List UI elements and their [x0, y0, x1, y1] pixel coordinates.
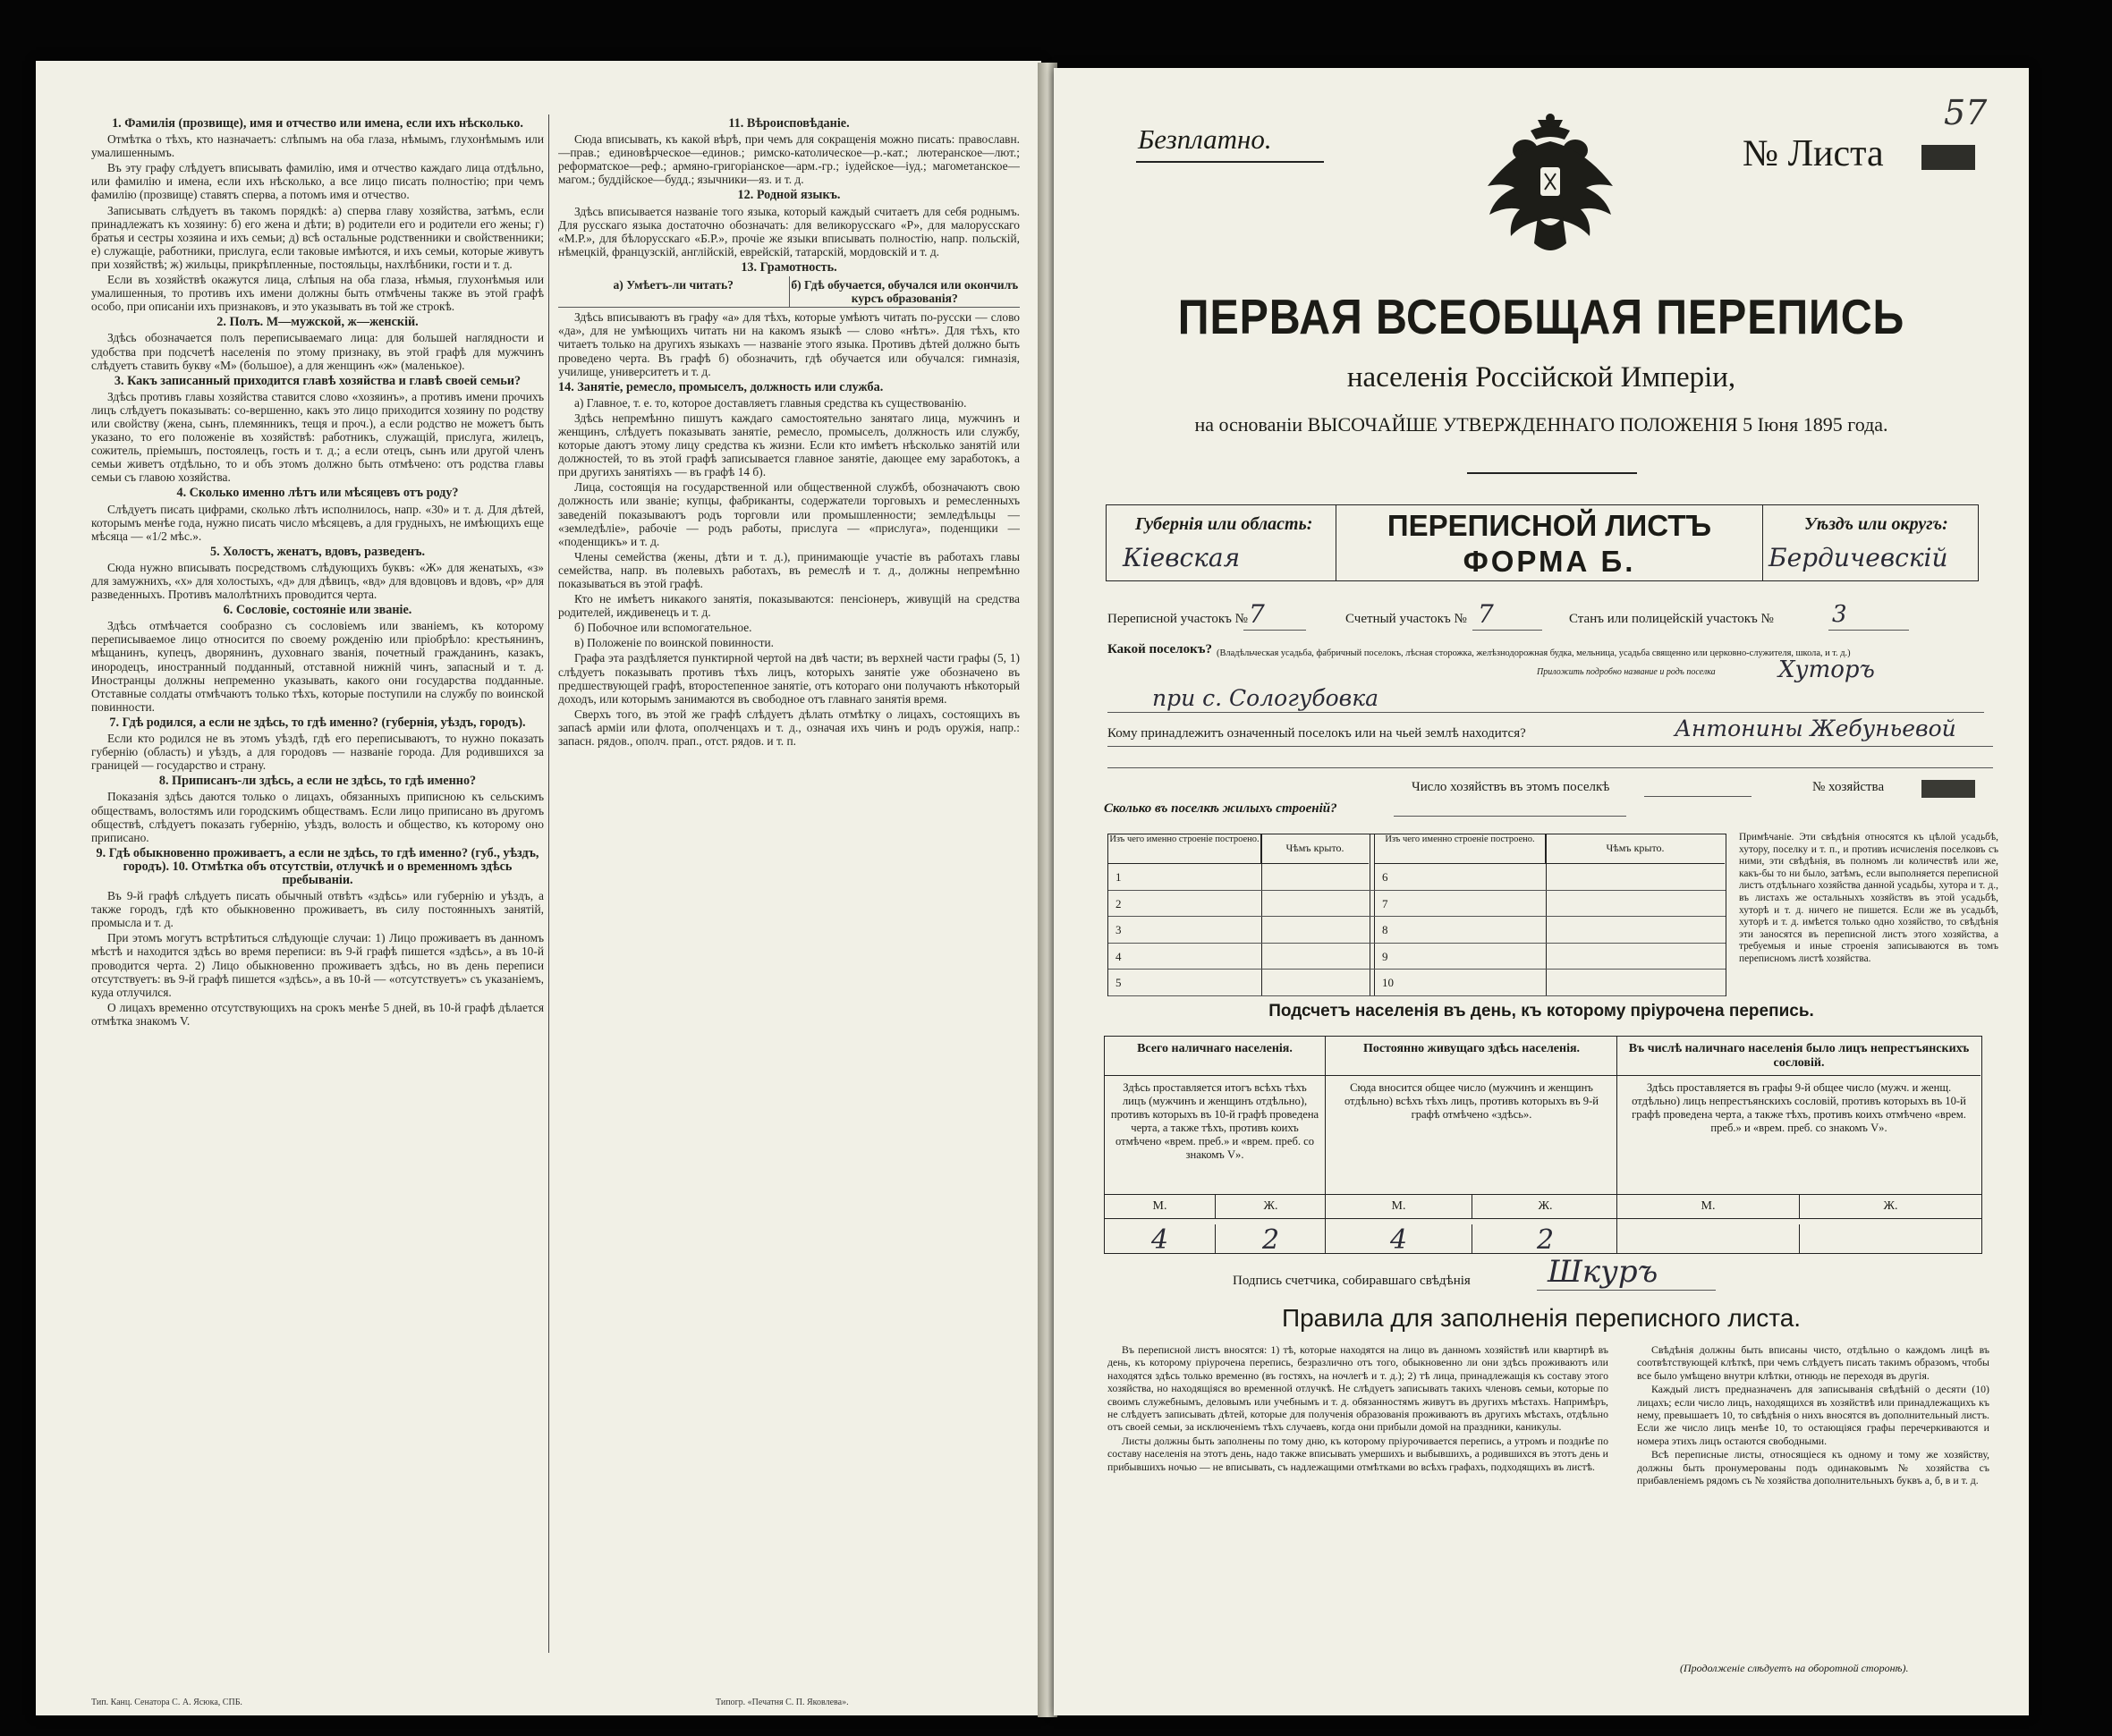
buildings-row-number: 2 — [1115, 896, 1122, 910]
count-section-label: Счетный участокъ № — [1345, 612, 1467, 626]
field-underline — [1394, 816, 1626, 817]
split-subheading-item: б) Гдѣ обучается, обучался или окончилъ курсъ образованія? — [789, 276, 1021, 307]
tally-male-count — [1617, 1224, 1799, 1253]
section-paragraph: О лицахъ временно отсутствующихъ на срокъ менѣе 5 дней, въ 10-й графѣ дѣлается отмѣтка знакомъ V. — [91, 1000, 544, 1028]
census-section-label: Переписной участокъ № — [1107, 612, 1248, 626]
continued-note: (Продолженіе слѣдуетъ на оборотной сторонѣ). — [1680, 1662, 1909, 1674]
section-paragraph: Кто не имѣетъ никакого занятія, показываются: пенсіонеръ, живущій на средства родителей, иждивенецъ и т. д. — [558, 592, 1020, 620]
households-label: Число хозяйствъ въ этомъ поселкѣ — [1412, 780, 1610, 794]
rule-paragraph: Каждый листъ предназначенъ для записыванія свѣдѣній о десяти (10) лицахъ; если число лицъ, находящихся въ хозяйствѣ или принадлежащихъ къ нему, превышаетъ 10, то свѣдѣнія о нихъ вносятся въ дополнительный листъ. Если же число лицъ менѣе 10, то остающіяся графы перечеркиваются и номера этихъ лицъ остаются свободными. — [1637, 1383, 1989, 1447]
field-underline — [1107, 712, 1984, 713]
instructions-column-left — [91, 114, 544, 1671]
province-label: Губернія или область: — [1135, 514, 1313, 534]
count-section-value: 7 — [1478, 599, 1494, 629]
rules-title: Правила для заполненія переписного листа. — [1281, 1304, 1802, 1332]
enumerator-signature: Шкуръ — [1548, 1254, 1658, 1290]
tally-column-description: Здѣсь проставляется въ графы 9-й общее число (мужч. и женщ. отдѣльно) лицъ непрестъянскихъ сословій, противъ которыхъ въ 10-й графѣ проведена черта, а также тѣхъ, противъ коихъ отмѣчено «врем. преб.» и «врем. преб. со знакомъ V». — [1632, 1081, 1966, 1134]
tally-column-header: Въ числѣ наличнаго населенія было лицъ непрестъянскихъ сословій. — [1617, 1037, 1981, 1076]
tally-column — [1105, 1037, 1325, 1256]
section-title: 3. Какъ записанный приходится главѣ хозяйства и главѣ своей семьи? — [114, 373, 522, 388]
buildings-note: Примѣчаніе. Эти свѣдѣнія относятся къ цѣлой усадьбѣ, хутору, поселку и т. п., и противъ исчисленія поселковъ съ ними, эти свѣдѣнія, въ полномъ ли количествѣ или же, какъ-бы то ни было, затѣмъ, если выполняется переписной листъ отдѣльнаго хозяйства данной усадьбы, хутора и т. д., въ листахъ же остальныхъ хозяйствъ въ этой усадьбѣ, хуторѣ и т. д. ничего не пишется. Если же въ усадьбѣ, хуторѣ и т. д. имѣется только одно хозяйство, то свѣдѣнія эти заносятся въ переписной листъ этого хозяйства, а требуемыя и иные строенія записываются въ томъ переписномъ листѣ хозяйства. — [1739, 832, 1998, 964]
tally-female-count — [1799, 1224, 1981, 1253]
tally-male-header: М. — [1617, 1194, 1799, 1219]
row-rule — [1108, 943, 1726, 944]
buildings-row-number: 6 — [1382, 870, 1388, 884]
tally-column — [1616, 1037, 1981, 1253]
rule-paragraph: Листы должны быть заполнены по тому дню, къ которому пріурочивается перепись, а утромъ и позднѣе по составу населенія на этотъ день, надо также вписывать умершихъ и выбывшихъ, а родившихся въ этотъ день и прибывшихъ ночью — не вписывать, съ надлежащими отмѣтками во всѣхъ графахъ, подходящихъ въ листѣ. — [1107, 1434, 1608, 1473]
section-title: 7. Гдѣ родился, а если не здѣсь, то гдѣ именно? (губернія, уѣздъ, городъ). — [109, 715, 526, 730]
section-paragraph: Сюда нужно вписывать посредствомъ слѣдующихъ буквъ: «Ж» для женатыхъ, «з» для замужнихъ, «х» для холостыхъ, «д» для дѣвицъ, «вд» для вдовцовъ и вдовъ, «р» для разведенныхъ. Противъ малолѣтнихъ проводится черта. — [91, 560, 544, 602]
section-paragraph: Если кто родился не въ этомъ уѣздѣ, гдѣ его переписываютъ, то нужно показать губернію (область) и уѣздъ, а для городовъ — названіе города. Для родившихся за границей — государство и страну. — [91, 732, 544, 773]
settlement-value: Хуторъ — [1778, 656, 1875, 683]
tally-column-description: Здѣсь проставляется итогъ всѣхъ тѣхъ лицъ (мужчинъ и женщинъ отдѣльно), противъ которыхъ въ 10-й графѣ проведена черта, а также тѣхъ, противъ коихъ отмѣчено «врем. преб.» и «врем. преб. со знакомъ V». — [1110, 1081, 1319, 1161]
province-value: Кіевская — [1123, 543, 1241, 572]
section-paragraph: Сверхъ того, въ этой же графѣ слѣдуетъ дѣлать отмѣтку о лицахъ, состоящихъ въ запасѣ арміи или флота, ополченцахъ и т. д., означая ихъ чинъ и родъ оружія, напр.: запасн. рядов., ополч. прап., отст. рядов. и т. п. — [558, 707, 1020, 749]
row-rule — [1108, 890, 1726, 891]
section-paragraph: Здѣсь вписывается названіе того языка, который каждый считаетъ для себя роднымъ. Для русскаго языка достаточно обозначать: для великорусскаго «Р», для малорусскаго «М.Р.», для бѣлорусскаго «Б.Р.», прочіе же языки вписывать полностію, напр. польскій, нѣмецкій, французскій, англійскій, еврейскій, татарскій, мордовскій и т. д. — [558, 204, 1020, 258]
buildings-roof-header-2: Чѣмъ крыто. — [1546, 834, 1725, 864]
row-rule — [1108, 916, 1726, 917]
rule-paragraph: Въ переписной листъ вносятся: 1) тѣ, которые находятся на лицо въ данномъ хозяйствѣ или квартирѣ въ день, къ которому пріурочена перепись, безразлично отъ того, обыкновенно ли они здѣсь проживаютъ или находятся здѣсь только временно (въ гостяхъ, на ночлегѣ и т. д.); 2) тѣ лица, принадлежащія къ составу этого хозяйства, но находящіяся во временной отлучкѣ. Не слѣдуетъ записывать такихъ членовъ семьи, которые по своимъ служебнымъ, деловымъ или учебнымъ и т. д. обязанностямъ живутъ въ другихъ мѣстахъ. Напримѣръ, не слѣдуетъ записывать дѣтей, которые для полученія образованія проживаютъ въ другихъ мѣстахъ, отдѣльно отъ своей семьи, за исключеніемъ тѣхъ случаевъ, когда они прибыли домой на праздники, каникулы. — [1107, 1343, 1608, 1434]
district-value: Бердичевскій — [1768, 543, 1948, 572]
split-subheading — [558, 276, 1020, 308]
field-underline — [1644, 796, 1752, 797]
tally-female-count: 2 — [1215, 1224, 1326, 1253]
section-paragraph: Члены семейства (жены, дѣти и т. д.), принимающіе участіе въ работахъ главы семейства, напр. въ полевыхъ работахъ, въ ремеслѣ и т. д., должны непремѣнно показываться въ этой графѣ. — [558, 549, 1020, 590]
section-paragraph: Здѣсь непремѣнно пишутъ каждаго самостоятельно занятаго лица, мужчинъ и женщинъ, слѣдуетъ показывать занятіе, ремесло, промыселъ, должность или службу, которые даютъ этому лицу средства къ жизни. Если кто имѣетъ нѣсколько занятій или должностей, то въ этой графѣ записывается главное занятіе, дающее ему заработокъ, а при другихъ занятіяхъ — въ графѣ 14 б). — [558, 411, 1020, 479]
section-paragraph: Въ эту графу слѣдуетъ вписывать фамилію, имя и отчество каждаго лица отдѣльно, или фамилію и имена, если ихъ нѣсколько, а все лицо писать полностію; при чемъ фамилію (прозвище) ставятъ сперва, а потомъ имя и отчество. — [91, 161, 544, 202]
tally-female-header: Ж. — [1799, 1194, 1981, 1219]
buildings-row-number: 7 — [1382, 896, 1388, 910]
document-subtitle: населенія Россійской Имперіи, — [1346, 361, 1736, 394]
section-title: 4. Сколько именно лѣтъ или мѣсяцевъ отъ роду? — [176, 486, 459, 501]
section-paragraph: б) Побочное или вспомогательное. — [574, 621, 752, 635]
title-rule — [1467, 472, 1637, 474]
buildings-row-number: 9 — [1382, 949, 1388, 963]
section-paragraph: Если въ хозяйствѣ окажутся лица, слѣпыя на оба глаза, нѣмыя, глухонѣмыя или умалишенныя, то противъ ихъ имени должны быть отмѣчены также въ этой графѣ особо, при описаніи ихъ признаковъ, и это указывать въ той же строкѣ. — [91, 273, 544, 314]
section-paragraph: Здѣсь противъ главы хозяйства ставится слово «хозяинъ», а противъ имени прочихъ лицъ слѣдуетъ показывать: со-вершенно, какъ это лицо приходится хозяину по родству или свойству (жена, сынъ, племянникъ, тещя и проч.), а если родство не можетъ быть указано, то его положеніе въ хозяйствѣ: работникъ, служащій, прислуга, жилецъ, сожитель, пріемышъ, постоялецъ, гость и т. д.; а если отецъ, сынъ или другой членъ семьи живетъ отдѣльно, то и объ этомъ должно быть отмѣчено: отъ родства главы семьи съ главою хозяйства. — [91, 389, 544, 485]
sheet-number-label: № Листа — [1743, 133, 1884, 174]
rules-column-right — [1637, 1343, 1989, 1487]
section-paragraph: Въ 9-й графѣ слѣдуетъ писать обычный отвѣтъ «здѣсь» или губернію и уѣздъ, а также городъ, гдѣ кто обыкновенно проживаетъ, въ силу постоянныхъ занятій, промысла и т. д. — [91, 889, 544, 930]
buildings-row-number: 5 — [1115, 976, 1122, 990]
tally-title: Подсчетъ населенія въ день, къ которому пріурочена перепись. — [1268, 1002, 1814, 1020]
household-no-redacted — [1921, 780, 1975, 798]
tally-male-count: 4 — [1389, 1224, 1408, 1256]
section-title: 14. Занятіе, ремесло, промыселъ, должность или служба. — [558, 379, 884, 394]
section-title: 11. Вѣроисповѣданіе. — [728, 116, 850, 131]
section-title: 12. Родной языкъ. — [737, 188, 841, 203]
section-paragraph: Показанія здѣсь даются только о лицахъ, обязанныхъ приписною къ сельскимъ обществамъ, волостямъ или городскимъ обществамъ. Если лицо приписано въ другомъ обществѣ, слѣдуетъ показать губернію, уѣздъ, волость и общество, къ которому оно приписано. — [91, 790, 544, 844]
household-no-label: № хозяйства — [1812, 780, 1885, 794]
document-title: ПЕРВАЯ ВСЕОБЩАЯ ПЕРЕПИСЬ — [1177, 289, 1905, 344]
section-title: 9. Гдѣ обыкновенно проживаетъ, а если не здѣсь, то гдѣ именно? (губ., уѣздъ, городъ). 10. Отмѣтка объ отсутствіи, отлучкѣ и о временномъ здѣсь пребываніи. — [96, 845, 539, 887]
section-paragraph: Лица, состоящія на государственной или общественной службѣ, обозначаютъ свою должность или званіе; купцы, фабриканты, содержатели торговыхъ и ремесленныхъ заведеній показываютъ родъ торговли или промышленности; земледѣльцы — «земледѣліе», рабочіе — родъ работы, прислуга — «прислуга», поденщики — «поденщикъ» и т. д. — [558, 480, 1020, 548]
province-cell — [1107, 505, 1336, 580]
row-rule — [1108, 995, 1726, 996]
tally-female-header: Ж. — [1472, 1194, 1618, 1219]
district-label: Уѣздъ или округъ: — [1804, 514, 1948, 534]
section-paragraph: Здѣсь отмѣчается сообразно съ сословіемъ или званіемъ, къ которому переписываемое лицо относится по своему рожденію или пріобрѣло: крестьянинъ, мѣщанинъ, купецъ, дворянинъ, духовнаго званія, почетный гражданинъ, казакъ, инородецъ, иностранный подданный, отставной нижній чинъ, запасный и т. д. Иностранцы должны непременно указывать, какого они государства подданные. Отставные солдаты отмѣчаютъ только тѣхъ, которые поступили на службу по воинской повинности. — [91, 619, 544, 714]
population-tally-table — [1104, 1036, 1982, 1254]
section-paragraph: Сюда вписывать, къ какой вѣрѣ, при чемъ для сокращенія можно писать: православн.—прав.; единовѣрческое—единов.; римско-католическое—р.-кат.; лютеранское—лют.; реформатское—реф.; армяно-григоріанское—арм.-гр.; іудейское—іуд.; магометанское—магом.; буддійское—будд.; язычники—яз. и т. д. — [558, 132, 1020, 187]
rule-paragraph: Всѣ переписные листы, относящіеся къ одному и тому же хозяйству, должны быть пронумерованы подъ одинаковымъ № хозяйства съ прибавленіемъ рядомъ съ № хозяйства дополнительныхъ буквъ а, б, в и т. д. — [1637, 1448, 1989, 1487]
tally-column-header: Всего наличнаго населенія. — [1105, 1037, 1325, 1076]
buildings-label: Сколько въ поселкѣ жилыхъ строеній? — [1104, 801, 1337, 816]
section-title: 13. Грамотность. — [741, 259, 837, 275]
tally-column — [1325, 1037, 1617, 1256]
buildings-col-header-2: Изъ чего именно строеніе построено. — [1375, 834, 1546, 864]
section-paragraph: Здѣсь вписываютъ въ графу «а» для тѣхъ, которые умѣютъ читать по-русски — слово «да», для не умѣющихъ читать ни на какомъ языкѣ — слово «нѣтъ». Для тѣхъ, кто читаетъ только на другихъ языкахъ — названіе этого языка. Противъ дѣтей должно быть проведено черта. Въ графѣ б) обозначить, гдѣ обучается или обучался: гимназія, училище, университетъ и т. д. — [558, 310, 1020, 378]
tally-column-header: Постоянно живущаго здѣсь населенія. — [1326, 1037, 1617, 1076]
sheet-number-value-redacted — [1921, 145, 1975, 170]
free-label: Безплатно. — [1138, 123, 1272, 155]
signature-underline — [1537, 1290, 1716, 1291]
buildings-row-number: 4 — [1115, 949, 1122, 963]
buildings-row-number: 8 — [1382, 923, 1388, 937]
district-cell — [1762, 505, 1978, 580]
page-number: 57 — [1944, 93, 1988, 132]
tally-female-count: 2 — [1472, 1224, 1618, 1253]
buildings-row-number: 10 — [1382, 976, 1394, 990]
buildings-col-header: Изъ чего именно строеніе построено. — [1108, 834, 1261, 864]
form-header-box — [1106, 504, 1979, 581]
section-paragraph: в) Положеніе по воинской повинности. — [574, 636, 775, 650]
buildings-table — [1107, 834, 1726, 996]
camp-value: 3 — [1832, 601, 1847, 628]
settlement-label: Какой поселокъ? — [1107, 642, 1212, 656]
tally-female-header: Ж. — [1215, 1194, 1326, 1219]
owner-value: Антонины Жебуньевой — [1675, 716, 1956, 741]
double-headed-eagle-emblem — [1482, 111, 1618, 258]
instructions-column-right — [558, 114, 1020, 1671]
enumerator-signature-label: Подпись счетчика, собиравшаго свѣдѣнія — [1233, 1274, 1471, 1288]
tally-column-description: Сюда вносится общее число (мужчинъ и женщинъ отдѣльно) всѣхъ тѣхъ лицъ, противъ которыхъ въ 9-й графѣ отмѣчено «здѣсь». — [1344, 1081, 1599, 1121]
printer-imprint-right: Типогр. «Печатня С. П. Яковлева». — [716, 1698, 849, 1707]
section-title: 8. Приписанъ-ли здѣсь, а если не здѣсь, то гдѣ именно? — [158, 774, 477, 789]
section-paragraph: Отмѣтка о тѣхъ, кто назначаетъ: слѣпымъ на оба глаза, нѣмымъ, глухонѣмымъ или умалишеннымъ. — [91, 132, 544, 160]
right-page — [1054, 68, 2029, 1715]
field-underline — [1243, 630, 1306, 631]
field-underline — [1828, 630, 1909, 631]
section-title: 5. Холостъ, женатъ, вдовъ, разведенъ. — [209, 544, 426, 559]
field-underline — [1107, 767, 1993, 768]
tally-male-count: 4 — [1150, 1224, 1169, 1256]
form-title: ПЕРЕПИСНОЙ ЛИСТЪ — [1387, 509, 1712, 542]
column-divider — [548, 114, 549, 1653]
camp-label: Станъ или полицейскій участокъ № — [1569, 612, 1774, 626]
settlement-hint-2: Приложить подробно название и родъ поселка — [1537, 667, 1716, 677]
tally-male-header: М. — [1105, 1194, 1215, 1219]
section-paragraph: Записывать слѣдуетъ въ такомъ порядкѣ: а) сперва главу хозяйства, затѣмъ, если принадлежатъ къ хозяину: б) его жена и дѣти; в) родители его и родители его жены; г) братья и сестры хозяина и ихъ семьи; д) всѣ остальные родственники и свойственники; е) служащіе, работники, прислуга, если таковые имѣются, и ихъ семьи, которые живутъ при хозяйствѣ; ж) жильцы, прикрѣпленные, постояльцы, нахлѣбники, гости и т. д. — [91, 203, 544, 271]
buildings-row-number: 3 — [1115, 923, 1122, 937]
settlement-hint: (Владѣльческая усадьба, фабричный поселокъ, лѣсная сторожка, желѣзнодорожная будка, мельница, усадьба священно или церковно-служителя, школа, и т. д.) — [1217, 648, 1851, 658]
left-page — [36, 61, 1041, 1715]
buildings-row-number: 1 — [1115, 870, 1122, 884]
section-paragraph: При этомъ могутъ встрѣтиться слѣдующіе случаи: 1) Лицо проживаетъ въ данномъ мѣстѣ и находится здѣсь во время переписи: въ 9-й графѣ пишется «здѣсь», а въ 10-й проводится черта. 2) Лицо обыкновенно проживаетъ здѣсь, но въ день переписи отсутствуетъ: въ 9-й графѣ пишется «здѣсь», а въ 10-й — «отсутствуетъ» съ указаніемъ, куда отлучился. — [91, 931, 544, 999]
field-underline — [1107, 746, 1993, 747]
legal-basis: на основаніи ВЫСОЧАЙШЕ УТВЕРЖДЕННАГО ПОЛОЖЕНІЯ 5 Іюня 1895 года. — [1194, 413, 1888, 436]
rules-column-left — [1107, 1343, 1608, 1474]
form-type: ФОРМА Б. — [1463, 545, 1636, 578]
section-paragraph: Здѣсь обозначается полъ переписываемаго лица: для большей наглядности и удобства при подсчетѣ населенія по этому признаку, въ этой графѣ для мужчинъ слѣдуетъ ставить букву «М» (большое), а для женщинъ «ж» (маленькое). — [91, 331, 544, 372]
section-paragraph: а) Главное, т. е. то, которое доставляетъ главныя средства къ существованію. — [574, 395, 967, 410]
section-title: 1. Фамилія (прозвище), имя и отчество или имена, если ихъ нѣсколько. — [112, 116, 523, 131]
section-paragraph: Графа эта раздѣляется пунктирной чертой на двѣ части; въ верхней части графы (5, 1) слѣдуетъ показывать противъ тѣхъ лицъ, которыхъ занятіе уже обозначено въ предшествующей графѣ, второстепенное занятіе, отъ котораго они получаютъ нѣкоторый доходъ, или которымъ занимаются въ свободное отъ главнаго занятія время. — [558, 651, 1020, 706]
owner-label: Кому принадлежитъ означенный поселокъ или на чьей землѣ находится? — [1107, 726, 1526, 741]
section-paragraph: Слѣдуетъ писать цифрами, сколько лѣтъ исполнилось, напр. «30» и т. д. Для дѣтей, которымъ менѣе года, нужно писать число мѣсяцевъ, а для грудныхъ, не имѣющихъ еще мѣсяца — «1/2 мѣс.». — [91, 502, 544, 543]
row-rule — [1108, 969, 1726, 970]
census-section-value: 7 — [1249, 599, 1265, 629]
tally-male-header: М. — [1326, 1194, 1472, 1219]
field-underline — [1472, 630, 1542, 631]
printer-imprint-left: Тип. Канц. Сенатора С. А. Ясюка, СПБ. — [91, 1698, 242, 1707]
buildings-roof-header: Чѣмъ крыто. — [1261, 834, 1369, 864]
section-title: 6. Сословіе, состояніе или званіе. — [223, 603, 412, 618]
rule-paragraph: Свѣдѣнія должны быть вписаны чисто, отдѣльно о каждомъ лицѣ въ соотвѣтствующей клѣткѣ, при чемъ слѣдуетъ писать такимъ образомъ, чтобы все было умѣщено внутри клѣтки, отнюдь не переходя въ другія. — [1637, 1343, 1989, 1382]
section-title: 2. Полъ. М—мужской, ж—женскій. — [216, 315, 419, 330]
split-subheading-item: а) Умѣетъ-ли читать? — [613, 278, 734, 292]
settlement-value-2: при с. Сологубовка — [1152, 685, 1379, 711]
free-label-underline — [1136, 161, 1324, 163]
